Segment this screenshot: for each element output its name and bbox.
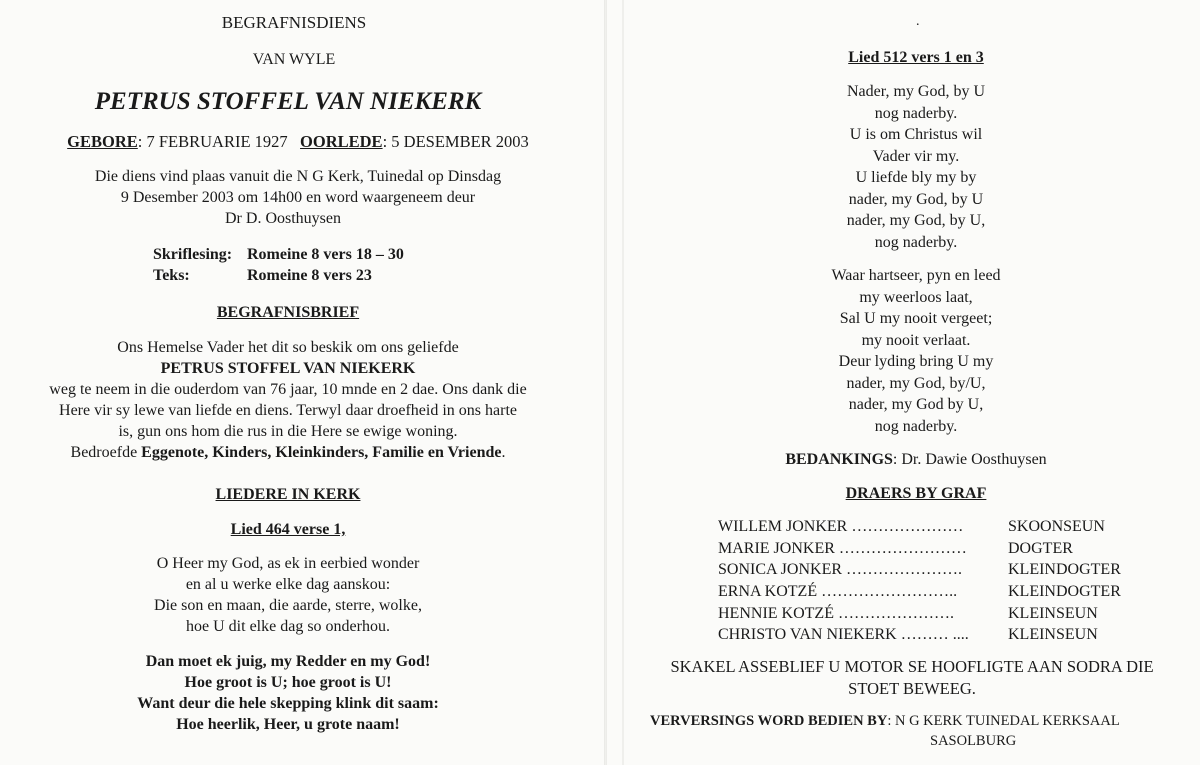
text-value: Romeine 8 vers 23 <box>247 267 372 284</box>
hymn-512-title: Lied 512 vers 1 en 3 <box>848 49 984 66</box>
service-line: 9 Desember 2003 om 14h00 en word waargeneem deur <box>120 189 476 206</box>
songs-title: LIEDERE IN KERK <box>215 486 361 503</box>
service-subheading: VAN WYLE <box>252 51 336 68</box>
letter-line: weg te neem in die ouderdom van 76 jaar, 10 mnde en 2 dae. Ons dank die <box>49 381 527 398</box>
mourners-prefix: Bedroefde <box>70 444 142 461</box>
hymn-512-line: nog naderby. <box>874 104 958 122</box>
bearer-name: HENNIE KOTZÉ …………………. <box>718 604 954 622</box>
service-line: Dr D. Oosthuysen <box>225 210 341 227</box>
letter-name: PETRUS STOFFEL VAN NIEKERK <box>160 360 416 377</box>
hymn-line: O Heer my God, as ek in eerbied wonder <box>156 555 420 572</box>
page-fold <box>604 0 607 765</box>
hymn-512-line: Vader vir my. <box>872 147 960 165</box>
hymn-464-title: Lied 464 verse 1, <box>230 521 346 538</box>
refreshments-label: VERVERSINGS WORD BEDIEN BY <box>650 713 888 729</box>
hymn-512-line: nog naderby. <box>874 233 958 251</box>
bearer-name: CHRISTO VAN NIEKERK ……… .... <box>718 626 969 644</box>
bearer-relation: KLEINSEUN <box>1008 604 1098 622</box>
hymn-512-line: nader, my God by U, <box>848 396 984 413</box>
chorus-line: Dan moet ek juig, my Redder en my God! <box>145 653 431 670</box>
bearer-name: ERNA KOTZÉ …………………….. <box>718 583 958 601</box>
notice-line: SKAKEL ASSEBLIEF U MOTOR SE HOOFLIGTE AAN SODRA DIE <box>670 657 1154 676</box>
text-row <box>153 265 372 287</box>
chorus-line: Want deur die hele skepping klink dit saam: <box>137 695 439 712</box>
service-heading: BEGRAFNISDIENS <box>221 13 367 32</box>
hymn-512-line: Deur lyding bring U my <box>838 353 994 370</box>
right-page <box>612 0 1200 765</box>
reading-label: Skriflesing: <box>153 246 233 263</box>
bearer-name: SONICA JONKER …………………. <box>718 561 963 579</box>
bearer-name: WILLEM JONKER ………………… <box>718 518 964 535</box>
thanks-label: BEDANKINGS <box>785 451 893 468</box>
mourners-suffix: . <box>501 444 506 461</box>
hymn-512-line: U liefde bly my by <box>855 169 977 186</box>
letter-title: BEGRAFNISBRIEF <box>216 304 360 321</box>
refreshments-place: SASOLBURG <box>930 733 1017 749</box>
hymn-512-line: nog naderby. <box>874 417 958 435</box>
notice-block <box>612 656 1200 699</box>
bearer-relation: SKOONSEUN <box>1008 518 1105 535</box>
hymn-512-line: nader, my God, by/U, <box>846 374 986 392</box>
bearer-name: MARIE JONKER …………………… <box>718 539 967 557</box>
chorus-line: Hoe groot is U; hoe groot is U! <box>184 674 392 691</box>
thanks-value: : Dr. Dawie Oosthuysen <box>892 451 1047 468</box>
died-label: OORLEDE <box>300 132 383 151</box>
born-label: GEBORE <box>67 132 138 151</box>
bearer-relation: DOGTER <box>1008 539 1073 557</box>
notice-line: STOET BEWEEG. <box>848 678 976 698</box>
service-line: Die diens vind plaas vanuit die N G Kerk, Tuinedal op Dinsdag <box>94 168 502 185</box>
hymn-line: hoe U dit elke dag so onderhou. <box>186 618 390 635</box>
bearers-title: DRAERS BY GRAF <box>845 485 987 502</box>
bearer-relation: KLEINSEUN <box>1008 626 1098 644</box>
thanks-line <box>632 449 1200 471</box>
letter-line: Here vir sy lewe van liefde en diens. Terwyl daar droefheid in ons harte <box>59 402 517 419</box>
letter-line: is, gun ons hom die rus in die Here se ewige woning. <box>118 423 458 440</box>
refreshments-venue: : N G KERK TUINEDAL KERKSAAL <box>887 713 1120 729</box>
mourners-line <box>0 442 600 464</box>
bearer-relation: KLEINDOGTER <box>1008 583 1121 601</box>
hymn-line: en al u werke elke dag aanskou: <box>185 576 391 593</box>
chorus-line: Hoe heerlik, Heer, u grote naam! <box>176 716 400 733</box>
bearer-relation: KLEINDOGTER <box>1008 561 1121 579</box>
hymn-line: Die son en maan, die aarde, sterre, wolke, <box>154 597 422 614</box>
reading-row <box>153 244 404 266</box>
refreshments-line <box>650 712 1120 731</box>
hymn-512-line: Waar hartseer, pyn en leed <box>831 267 1001 284</box>
hymn-512-line: Nader, my God, by U <box>847 83 985 100</box>
letter-line: Ons Hemelse Vader het dit so beskik om ons geliefde <box>117 339 459 356</box>
born-date: : 7 FEBRUARIE 1927 <box>137 132 288 151</box>
text-label: Teks: <box>153 267 190 284</box>
mourners-list: Eggenote, Kinders, Kleinkinders, Familie en Vriende <box>141 444 502 461</box>
dates-line <box>0 131 600 153</box>
hymn-512-line: nader, my God, by U, <box>846 212 986 229</box>
page-mark: . <box>916 14 920 29</box>
hymn-512-line: U is om Christus wil <box>849 126 983 143</box>
deceased-name: PETRUS STOFFEL VAN NIEKERK <box>94 88 482 115</box>
hymn-512-line: my nooit verlaat. <box>861 331 971 349</box>
hymn-512-line: Sal U my nooit vergeet; <box>839 310 993 327</box>
hymn-512-line: nader, my God, by U <box>848 190 984 208</box>
hymn-512-line: my weerloos laat, <box>859 288 973 306</box>
died-date: : 5 DESEMBER 2003 <box>382 132 529 151</box>
reading-value: Romeine 8 vers 18 – 30 <box>247 246 404 263</box>
